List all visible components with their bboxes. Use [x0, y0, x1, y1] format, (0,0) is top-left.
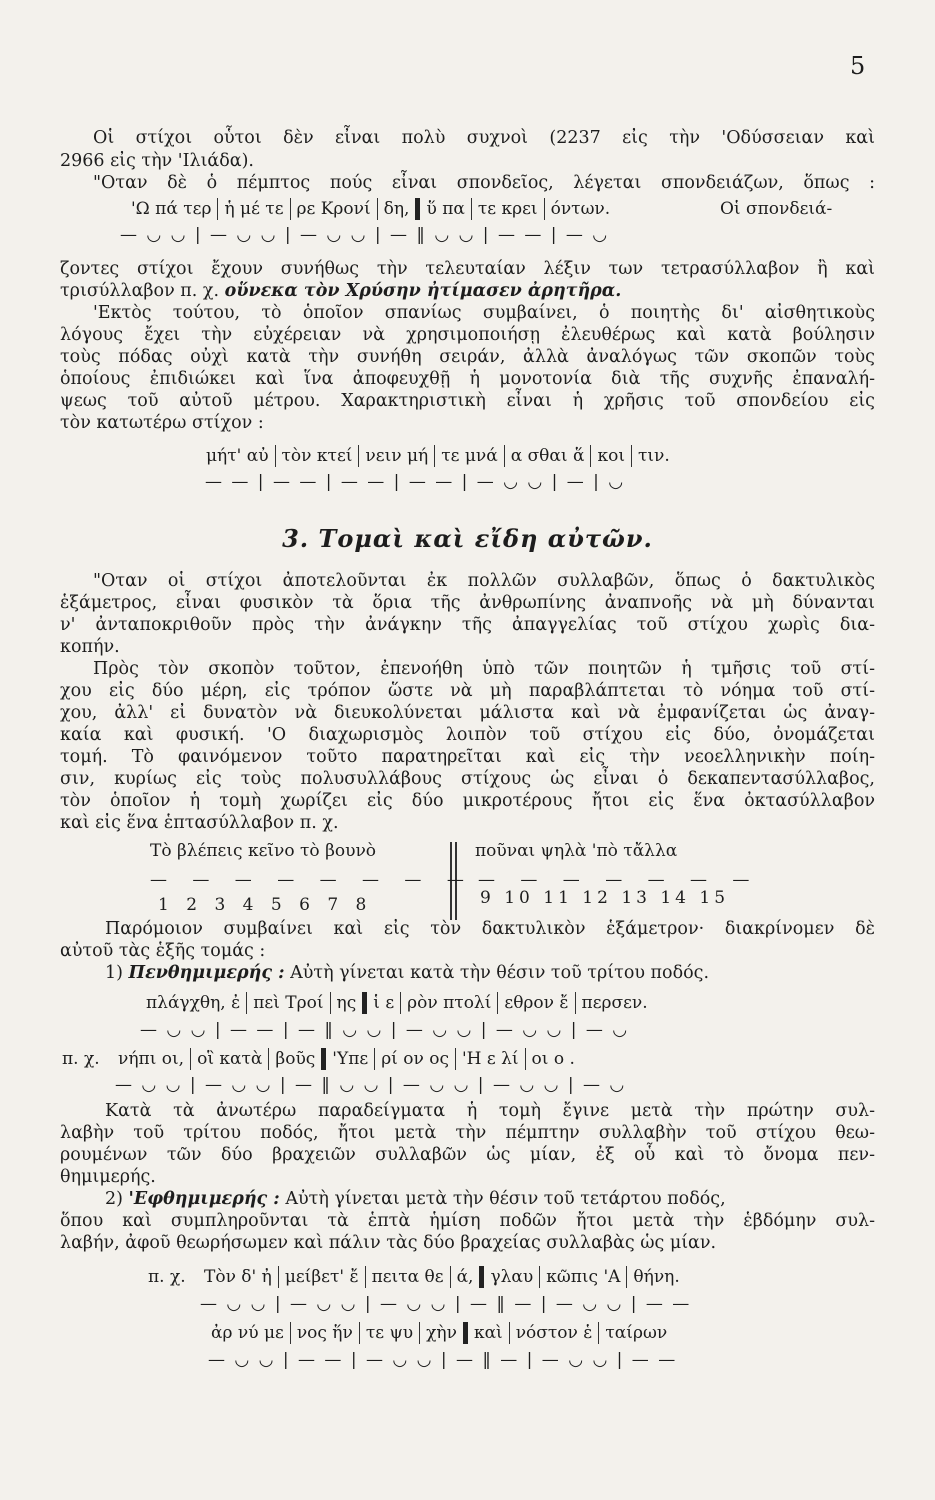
- meter-notation: — ◡ ◡ | — ◡ ◡ | — ◡ ◡ | — ‖ ◡ ◡ | — — | — ◡: [120, 225, 610, 245]
- syllable-group: πειτα θε: [366, 1266, 451, 1288]
- text-line: [60, 280, 850, 302]
- text-line: "Οταν δὲ ὁ πέμπτος πούς εἶναι σπονδεῖος, λέγεται σπονδειάζων, ὅπως :: [93, 173, 875, 193]
- meter-notation: — — | — — | — — | — — | — ◡ ◡ | — | ◡: [205, 472, 626, 492]
- text-fragment: τρισύλλαβον π. χ.: [60, 281, 220, 301]
- syllable-group: ρί ον ος: [375, 1048, 456, 1070]
- text-line: θημιμερής.: [60, 1167, 156, 1187]
- list-number: 2): [105, 1189, 123, 1209]
- text-line: ρουμένων τῶν δύο βραχειῶν συλλαβῶν ὡς μίαν, ἐξ οὗ καὶ τὸ ὄνομα πεν-: [60, 1145, 875, 1165]
- syllable-group: ά,: [451, 1266, 485, 1288]
- text-fragment: Οἱ σπονδειά-: [720, 199, 833, 219]
- meter-notation: — ◡ ◡ | — — | — ◡ ◡ | — ‖ — | — ◡ ◡ | — —: [208, 1350, 678, 1370]
- example-prefix: π. χ.: [62, 1049, 100, 1069]
- syllable-group: χὴν: [420, 1322, 468, 1344]
- syllable-group: βοῦς: [269, 1048, 326, 1070]
- syllable-group: νος ἥν: [291, 1322, 360, 1344]
- syllable-group: πλάγχθη, ἐ: [140, 992, 247, 1014]
- term: Πενθημιμερής :: [128, 963, 285, 983]
- text-fragment: Αὐτὴ γίνεται μετὰ τὴν θέσιν τοῦ τετάρτου ποδός,: [285, 1189, 726, 1209]
- text-line: 2966 εἰς τὴν 'Ιλιάδα).: [60, 151, 254, 171]
- syllable-group: ὕ πα: [420, 198, 471, 220]
- syllable-numbers: 9 10 11 12 13 14 15: [480, 888, 730, 908]
- text-line: ὅπου καὶ συμπληροῦνται τὰ ἑπτὰ ἡμίση ποδῶν ἤτοι μετὰ τὴν ἑβδόμην συλ-: [60, 1211, 875, 1231]
- scansion-example: [205, 1322, 673, 1344]
- syllable-group: οι ο .: [531, 1049, 575, 1069]
- text-line: "Οταν οἱ στίχοι ἀποτελοῦνται ἐκ πολλῶν συλλαβῶν, ὅπως ὁ δακτυλικὸς: [93, 571, 875, 591]
- verse-left: Τὸ βλέπεις κεῖνο τὸ βουνὸ: [150, 841, 377, 861]
- syllable-group: τε μνά: [435, 445, 504, 467]
- term: 'Εφθημιμερής :: [128, 1189, 280, 1209]
- syllable-group: ταίρων: [605, 1323, 668, 1343]
- syllable-group: καὶ: [468, 1322, 510, 1344]
- meter-notation: — ◡ ◡ | — ◡ ◡ | — ‖ ◡ ◡ | — ◡ ◡ | — ◡ ◡ | — ◡: [115, 1075, 627, 1095]
- scansion-example: [200, 445, 676, 467]
- text-line: Κατὰ τὰ ἀνωτέρω παραδείγματα ἡ τομὴ ἔγινε μετὰ τὴν πρώτην συλ-: [105, 1101, 875, 1121]
- section-heading: 3. Τομαὶ καὶ εἴδη αὐτῶν.: [282, 524, 653, 553]
- meter-notation: — — — — — — — —: [150, 870, 474, 890]
- text-line: Πρὸς τὸν σκοπὸν τοῦτον, ἐπενοήθη ὑπὸ τῶν ποιητῶν ἡ τμῆσις τοῦ στί-: [93, 659, 875, 679]
- syllable-group: 'Ω πά τερ: [125, 198, 218, 220]
- syllable-group: ρὸν πτολί: [401, 992, 498, 1014]
- meter-notation: — ◡ ◡ | — — | — ‖ ◡ ◡ | — ◡ ◡ | — ◡ ◡ | — ◡: [140, 1020, 630, 1040]
- text-line: 'Εκτὸς τούτου, τὸ ὁποῖον σπανίως συμβαίνει, ὁ ποιητὴς δι' αἰσθητικοὺς: [93, 303, 875, 323]
- scansion-example: [140, 992, 654, 1014]
- syllable-group: τιν.: [637, 446, 670, 466]
- syllable-group: θήνη.: [633, 1267, 680, 1287]
- syllable-numbers: 1 2 3 4 5 6 7 8: [158, 895, 373, 915]
- page-number: 5: [850, 52, 866, 80]
- syllable-group: εθρον ἔ: [498, 992, 575, 1014]
- text-line: ζοντες στίχοι ἔχουν συνήθως τὴν τελευταίαν λέξιν των τετρασύλλαβον ἢ καὶ: [60, 259, 875, 279]
- text-line: τοὺς πόδας οὐχὶ κατὰ τὴν συνήθη σειράν, ἀλλὰ ἀναλόγως τῶν σκοπῶν τοὺς: [60, 347, 875, 367]
- text-line: λόγους ἔχει τὴν εὐχέρειαν νὰ χρησιμοποιήσῃ ἐλευθέρως καὶ κατὰ βούλησιν: [60, 325, 875, 345]
- syllable-group: ἡ μέ τε: [218, 198, 290, 220]
- syllable-group: νήπι οι,: [112, 1048, 191, 1070]
- syllable-group: γλαυ: [484, 1266, 540, 1288]
- bold-quote: οὕνεκα τὸν Χρύσην ἠτίμασεν ἀρητῆρα.: [224, 281, 622, 301]
- syllable-group: μήτ' αὐ: [200, 445, 276, 467]
- syllable-group: όντων.: [550, 199, 611, 219]
- text-line: καία καὶ φυσική. 'Ο διαχωρισμὸς λοιπὸν τοῦ στίχου εἰς δύο, ὀνομάζεται: [60, 725, 875, 745]
- syllable-group: τε ψυ: [360, 1322, 420, 1344]
- meter-notation: — — — — — — —: [478, 870, 760, 890]
- syllable-group: νόστον ἑ: [510, 1322, 600, 1344]
- syllable-group: 'Υπε: [326, 1048, 375, 1070]
- syllable-group: μείβετ' ἔ: [279, 1266, 366, 1288]
- text-line: σιν, κυρίως εἰς τοὺς πολυσυλλάβους στίχους ὡς εἶναι ὁ δεκαπεντασύλλαβος,: [60, 769, 875, 789]
- text-line: καὶ εἰς ἕνα ἑπτασύλλαβον π. χ.: [60, 813, 339, 833]
- text-line: Οἱ στίχοι οὗτοι δὲν εἶναι πολὺ συχνοὶ (2237 εἰς τὴν 'Οδύσσειαν καὶ: [93, 128, 875, 148]
- syllable-group: 'Η ε λί: [456, 1048, 526, 1070]
- syllable-group: α σθαι ἅ: [505, 445, 592, 467]
- list-item: [105, 962, 895, 984]
- scansion-example: [112, 1048, 581, 1070]
- scansion-example: [198, 1266, 686, 1288]
- text-fragment: Αὐτὴ γίνεται κατὰ τὴν θέσιν τοῦ τρίτου ποδός.: [290, 963, 710, 983]
- meter-notation: — ◡ ◡ | — ◡ ◡ | — ◡ ◡ | — ‖ — | — ◡ ◡ | — —: [200, 1294, 692, 1314]
- syllable-group: κοι: [591, 445, 632, 467]
- text-line: ν' ἀνταποκριθοῦν πρὸς τὴν ἀνάγκην τῆς ἀπαγγελίας τοῦ στίχου χωρὶς δια-: [60, 615, 875, 635]
- syllable-group: νειν μή: [359, 445, 435, 467]
- scansion-example: [125, 198, 616, 220]
- syllable-group: οἳ κατὰ: [191, 1048, 269, 1070]
- text-line: χου εἰς δύο μέρη, εἰς τρόπον ὥστε νὰ μὴ παραβλάπτεται τὸ νόημα τοῦ στί-: [60, 681, 875, 701]
- text-line: ὁποίους ἐπιδιώκει καὶ ἵνα ἀποφευχθῇ ἡ μονοτονία διὰ τῆς συχνῆς ἐπαναλή-: [60, 369, 875, 389]
- text-line: κοπήν.: [60, 637, 120, 657]
- text-line: λαβὴν τοῦ τρίτου ποδός, ἤτοι μετὰ τὴν πέμπτην συλλαβὴν τοῦ στίχου θεω-: [60, 1123, 875, 1143]
- syllable-group: ἱ ε: [367, 992, 401, 1014]
- syllable-group: ης: [331, 992, 368, 1014]
- text-line: τὸν ὁποῖον ἡ τομὴ χωρίζει εἰς δύο μικροτέρους ἤτοι εἰς ἕνα ὀκτασύλλαβον: [60, 791, 875, 811]
- text-line: τομή. Τὸ φαινόμενον τοῦτο παρατηρεῖται καὶ εἰς τὴν νεοελληνικὴν ποίη-: [60, 747, 875, 767]
- text-line: τὸν κατωτέρω στίχον :: [60, 413, 264, 433]
- text-line: λαβήν, ἀφοῦ θεωρήσωμεν καὶ πάλιν τὰς δύο βραχείας συλλαβὰς ὡς μίαν.: [60, 1233, 717, 1253]
- syllable-group: δη,: [378, 198, 421, 220]
- syllable-group: ρε Κρονί: [291, 198, 378, 220]
- syllable-group: τε κρει: [472, 198, 545, 220]
- syllable-group: κῶπις 'Α: [540, 1266, 627, 1288]
- syllable-group: Τὸν δ' ἠ: [198, 1266, 279, 1288]
- list-number: 1): [105, 963, 123, 983]
- syllable-group: ἀρ νύ με: [205, 1322, 291, 1344]
- list-item: [105, 1188, 895, 1210]
- text-line: ψεως τοῦ αὐτοῦ μέτρου. Χαρακτηριστικὴ εἶναι ἡ χρῆσις τοῦ σπονδείου εἰς: [60, 391, 875, 411]
- example-prefix: π. χ.: [148, 1267, 186, 1287]
- text-line: Παρόμοιον συμβαίνει καὶ εἰς τὸν δακτυλικὸν ἑξάμετρον· διακρίνομεν δὲ: [105, 919, 875, 939]
- syllable-group: τὸν κτεί: [276, 445, 360, 467]
- text-line: χου, ἀλλ' εἰ δυνατὸν νὰ διευκολύνεται μάλιστα καὶ νὰ ἐμφανίζεται ὡς ἀναγ-: [60, 703, 875, 723]
- syllable-group: πεὶ Τροί: [247, 992, 330, 1014]
- text-line: ἑξάμετρος, εἶναι φυσικὸν τὰ ὅρια τῆς ἀνθρωπίνης ἀναπνοῆς νὰ μὴ δύνανται: [60, 593, 875, 613]
- text-line: αὐτοῦ τὰς ἑξῆς τομάς :: [60, 941, 266, 961]
- syllable-group: περσεν.: [581, 993, 648, 1013]
- verse-right: ποῦναι ψηλὰ 'πὸ τἄλλα: [475, 841, 678, 861]
